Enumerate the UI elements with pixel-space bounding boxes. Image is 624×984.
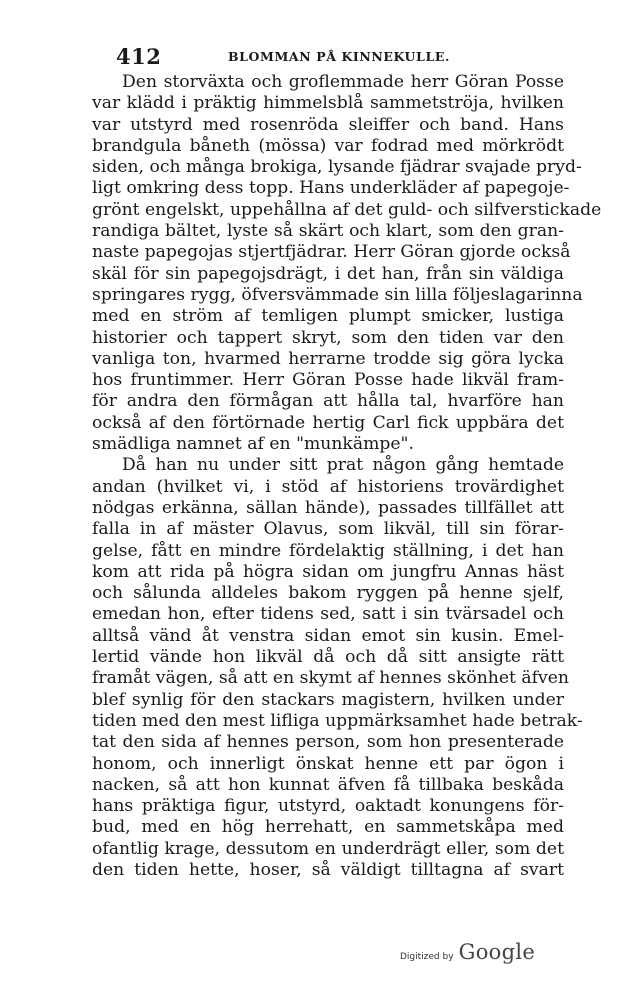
text-line: falla in af mäster Olavus, som likväl, till sin förar- — [92, 519, 564, 540]
text-line: hos fruntimmer. Herr Göran Posse hade likväl fram- — [92, 370, 564, 391]
page-header — [116, 44, 560, 70]
text-line: siden, och många brokiga, lysande fjädrar svajade pryd- — [92, 157, 582, 178]
google-logo: Google — [458, 940, 536, 964]
text-line: ligt omkring dess topp. Hans underkläder af papegoje- — [92, 178, 570, 199]
text-line: honom, och innerligt önskat henne ett par ögon i — [92, 753, 564, 774]
text-line: och sålunda alldeles bakom ryggen på henne sjelf, — [92, 583, 564, 604]
text-line: andan (hvilket vi, i stöd af historiens trovärdighet — [92, 476, 564, 497]
text-line: Den storväxta och groflemmade herr Göran Posse — [122, 72, 564, 92]
running-title: BLOMMAN PÅ KINNEKULLE. — [228, 49, 450, 64]
text-line: tat den sida af hennes person, som hon presenterade — [92, 732, 564, 753]
text-line: naste papegojas stjertfjädrar. Herr Göran gjorde också — [92, 242, 571, 263]
text-line: Då han nu under sitt prat någon gång hemtade — [122, 455, 564, 476]
text-line: hans präktiga figur, utstyrd, oaktadt konungens för- — [92, 796, 564, 817]
text-line: skäl för sin papegojsdrägt, i det han, från sin väldiga — [92, 263, 564, 284]
text-line: framåt vägen, så att en skymt af hennes skönhet äfven — [92, 668, 569, 689]
text-line: randiga bältet, lyste så skärt och klart, som den gran- — [92, 221, 564, 242]
text-line: tiden med den mest lifliga uppmärksamhet hade betrak- — [92, 710, 583, 731]
text-line: springares rygg, öfversvämmade sin lilla följeslagarinna — [92, 284, 583, 305]
text-line: var utstyrd med rosenröda sleiffer och band. Hans — [92, 114, 564, 135]
text-line: kom att rida på högra sidan om jungfru Annas häst — [92, 561, 564, 582]
text-line: vanliga ton, hvarmed herrarne trodde sig göra lycka — [92, 348, 564, 369]
digitized-label: Digitized by — [400, 952, 454, 962]
text-line: gelse, fått en mindre fördelaktig ställning, i det han — [92, 540, 564, 561]
text-line: lertid vände hon likväl då och då sitt ansigte rätt — [92, 647, 564, 668]
digitized-watermark — [400, 940, 535, 970]
text-line: också af den förtörnade hertig Carl fick uppbära det — [92, 412, 564, 433]
text-line: smädliga namnet af en "munkämpe". — [92, 434, 414, 455]
text-line: nödgas erkänna, sällan hände), passades tillfället att — [92, 497, 564, 518]
text-line: historier och tappert skryt, som den tiden var den — [92, 327, 564, 348]
text-line: bud, med en hög herrehatt, en sammetskåpa med — [92, 817, 564, 838]
text-line: var klädd i präktig himmelsblå sammetströja, hvilken — [92, 93, 564, 114]
text-line: nacken, så att hon kunnat äfven få tillbaka beskåda — [92, 774, 564, 795]
text-line: grönt engelskt, uppehållna af det guld- och silfverstickade — [92, 199, 602, 220]
body-text — [92, 72, 602, 881]
text-line: för andra den förmågan att hålla tal, hvarföre han — [92, 391, 564, 412]
text-line: emedan hon, efter tidens sed, satt i sin tvärsadel och — [92, 604, 564, 625]
text-line: ofantlig krage, dessutom en underdrägt eller, som det — [92, 838, 564, 859]
text-line: brandgula båneth (mössa) var fodrad med mörkrödt — [92, 135, 564, 156]
text-line: alltså vänd åt venstra sidan emot sin kusin. Emel- — [92, 625, 564, 646]
text-line: blef synlig för den stackars magistern, hvilken under — [92, 689, 564, 710]
text-line: med en ström af temligen plumpt smicker, lustiga — [92, 306, 564, 327]
text-line: den tiden hette, hoser, så väldigt tilltagna af svart — [92, 859, 564, 880]
page-number: 412 — [116, 44, 162, 69]
